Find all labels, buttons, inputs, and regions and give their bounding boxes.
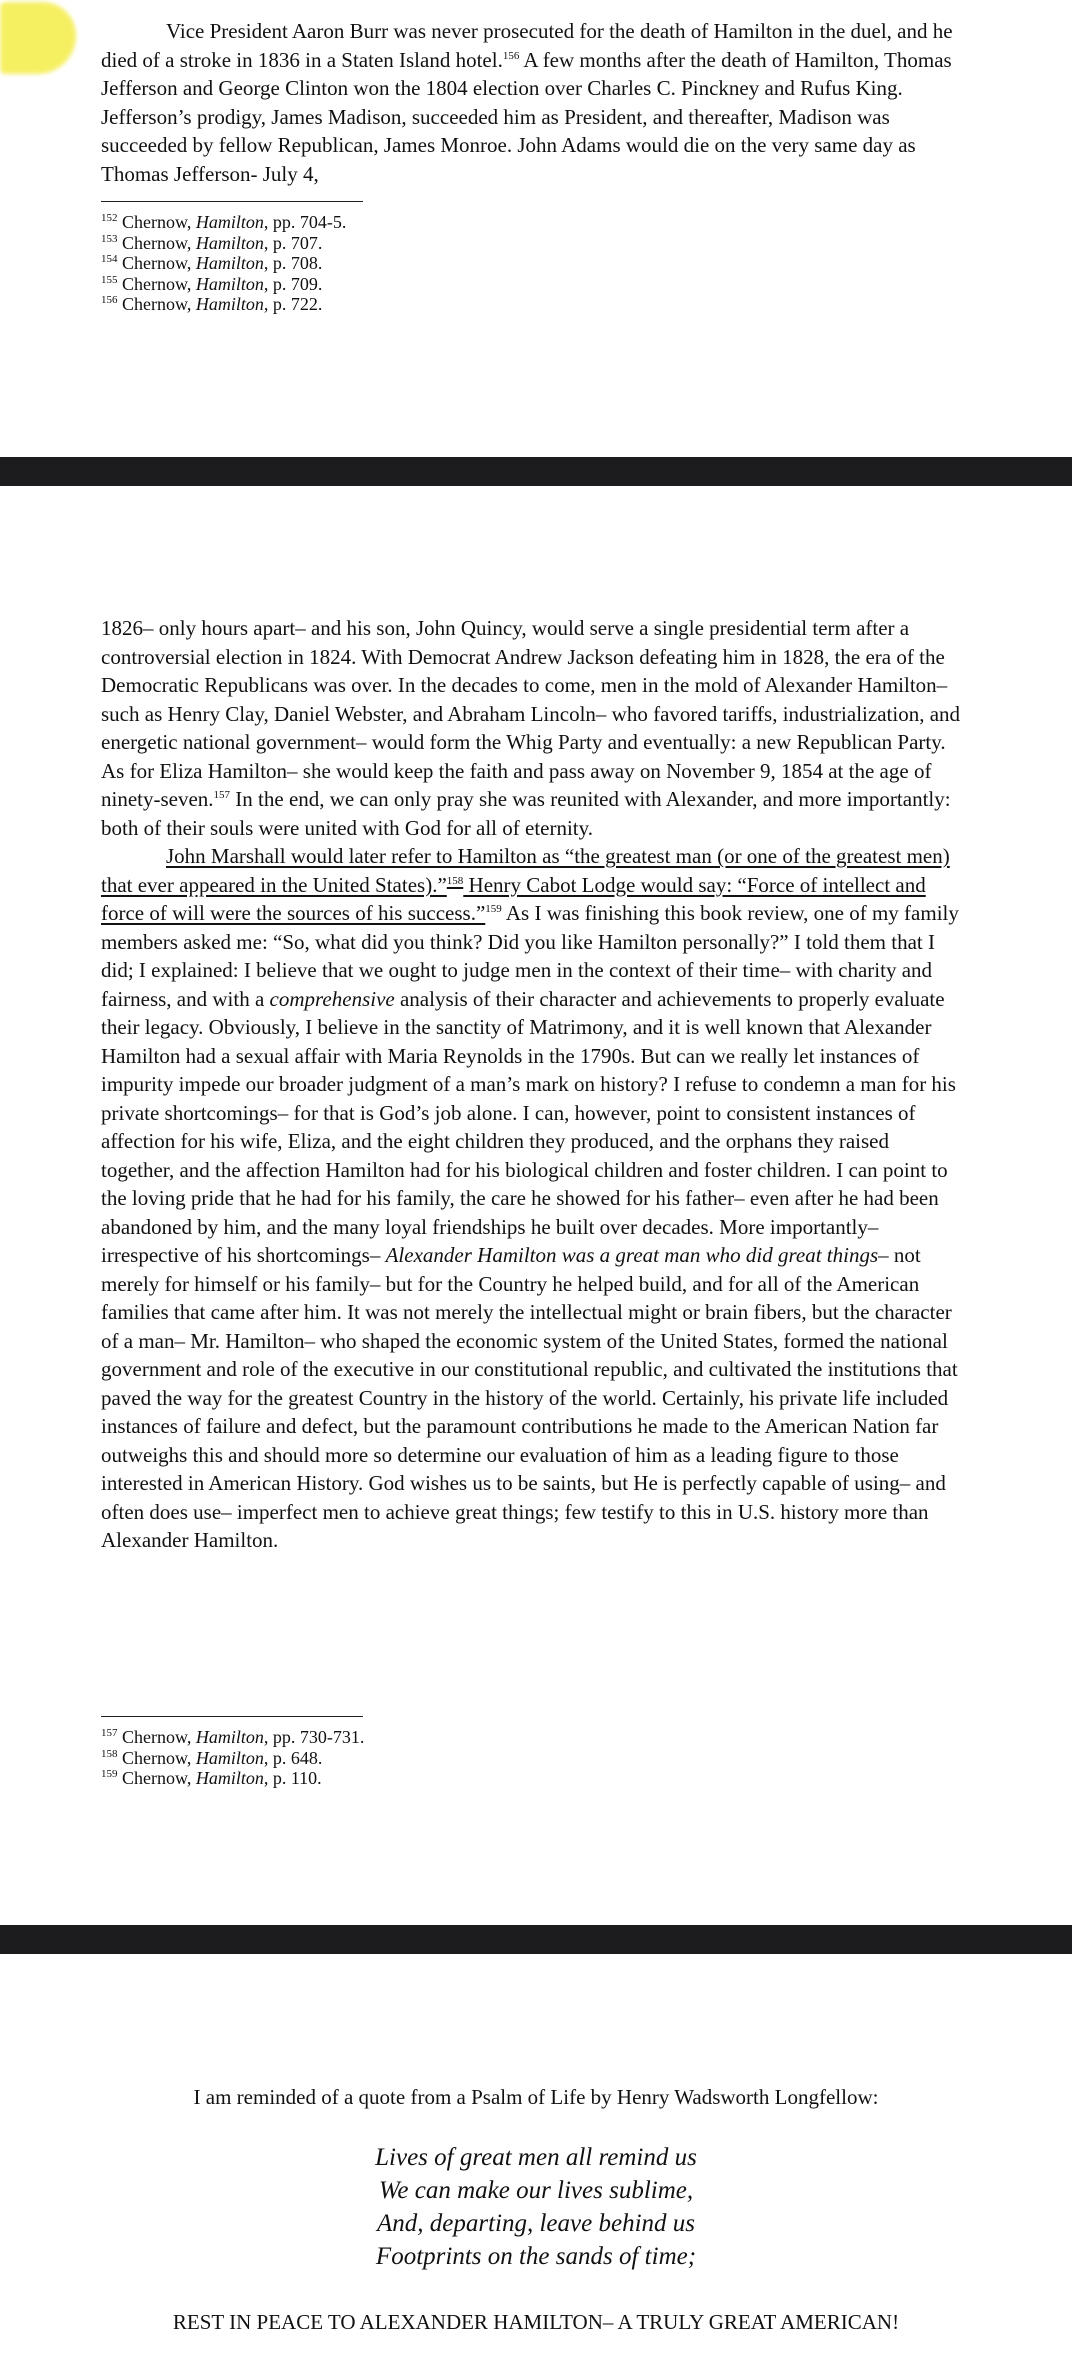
page2-body (101, 614, 961, 1555)
page-break-divider (0, 457, 1072, 486)
footnote-156: $^{156}$ Chernow, Hamilton, p. 722. (101, 294, 323, 314)
page1-paragraph-text: Vice President Aaron Burr was never prosecuted for the death of Hamilton in the duel, and he died of a stroke in 1836 in a Staten Island hotel. (101, 19, 953, 72)
poem-line: Lives of great men all remind us (375, 2144, 697, 2171)
footnote-157: $^{157}$ Chernow, Hamilton, pp. 730-731. (101, 1727, 365, 1747)
marshall-quote: John Marshall would later refer to Hamilton as “the greatest man (or one of the greatest men) that ever appeared in the United States).” (101, 844, 950, 897)
footnote-154: $^{154}$ Chernow, Hamilton, p. 708. (101, 253, 323, 273)
highlighter-mark (0, 2, 76, 74)
closing-line: REST IN PEACE TO ALEXANDER HAMILTON– A TRULY GREAT AMERICAN! (172, 2310, 900, 2334)
footnote-152: $^{152}$ Chernow, Hamilton, pp. 704-5. (101, 212, 347, 232)
footnote-ref-159[interactable]: 159 (485, 903, 502, 915)
page1-paragraph (101, 17, 961, 188)
footnote-155: $^{155}$ Chernow, Hamilton, p. 709. (101, 273, 323, 294)
page1-footnotes (101, 212, 701, 315)
page2-paragraph-1: 1826– only hours apart– and his son, John Quincy, would serve a single presidential term after a controversial election in 1824. With Democrat Andrew Jackson defeating him in 1828, the era of the Democratic Republicans was over. In the decades to come, men in the mold of Alexander Hamilton– such as Henry Clay, Daniel Webster, and Abraham Lincoln– who favored tariffs, industrialization, and energetic national government– would form the Whig Party and eventually: a new Republican Party. As for Eliza Hamilton– she would keep the faith and pass away on November 9, 1854 at the age of ninety-seven.$^{157}$ In the end, we can only pray she was reunited with Alexander, and more importantly: both of their souls were united with God for all of eternity. (101, 616, 961, 840)
lodge-quote: Henry Cabot Lodge would say: “Force of intellect and force of will were the sources of his success.” (101, 872, 926, 925)
page2-paragraph-2: John Marshall would later refer to Hamilton as “the greatest man (or one of the greatest men) that ever appeared in the United States).”$^{158}$ Henry Cabot Lodge would say: “Force of intellect and force of will were the sources of his success.”$^{159}$ As I was finishing this book review, one of my family members asked me: “So, what did you think? Did you like Hamilton personally?” I told them that I did; I explained: I believe that we ought to judge men in the context of their time– with charity and fairness, and with a comprehensive analysis of their character and achievements to properly evaluate their legacy. Obviously, I believe in the sanctity of Matrimony, and it is well known that Alexander Hamilton had a sexual affair with Maria Reynolds in the 1790s. But can we really let instances of impurity impede our broader judgment of a man’s mark on history? I refuse to condemn a man for his private shortcomings– for that is God’s job alone. I can, however, point to consistent instances of affection for his wife, Eliza, and the eight children they produced, and the orphans they raised together, and the affection Hamilton had for his biological children and foster children. I can point to the loving pride that he had for his family, the care he showed for his father– even after he had been abandoned by him, and the many loyal friendships he built over decades. More importantly– irrespective of his shortcomings– Alexander Hamilton was a great man who did great things– not merely for himself or his family– but for the Country he helped build, and for all of the American families that came after him. It was not merely the intellectual might or brain fibers, but the character of a man– Mr. Hamilton– who shaped the economic system of the United States, formed the national government and role of the executive in our constitutional republic, and cultivated the institutions that paved the way for the greatest Country in the history of the world. Certainly, his private life included instances of failure and defect, but the paramount contributions he made to the American Nation far outweighs this and should more so determine our evaluation of him as a leading figure to those interested in American History. God wishes us to be saints, but He is perfectly capable of using– and often does use– imperfect men to achieve great things; few testify to this in U.S. history more than Alexander Hamilton. (101, 844, 959, 1552)
footnote-159: $^{159}$ Chernow, Hamilton, p. 110. (101, 1768, 322, 1788)
footnote-ref-156[interactable]: 156 (502, 49, 520, 62)
footnote-separator (101, 201, 363, 202)
page2-footnotes (101, 1727, 701, 1789)
psalm-of-life-poem (0, 2141, 1072, 2273)
footnote-158: $^{158}$ Chernow, Hamilton, p. 648. (101, 1747, 323, 1768)
page-break-divider (0, 1925, 1072, 1954)
footnote-separator (101, 1716, 363, 1717)
footnote-ref-158[interactable]: 158 (446, 874, 464, 887)
longfellow-intro: I am reminded of a quote from a Psalm of Life by Henry Wadsworth Longfellow: (193, 2085, 879, 2109)
footnote-ref-157[interactable]: 157 (213, 789, 231, 801)
poem-line: And, departing, leave behind us (377, 2210, 695, 2237)
poem-line: Footprints on the sands of time; (375, 2243, 697, 2270)
poem-line: We can make our lives sublime, (378, 2177, 694, 2204)
page1-paragraph-text-cont: A few months after the death of Hamilton, Thomas Jefferson and George Clinton won the 1804 election over Charles C. Pinckney and Rufus King. Jefferson’s prodigy, James Madison, succeeded him as President, and thereafter, Madison was succeeded by fellow Republican, James Monroe. John Adams would die on the very same day as Thomas Jefferson- July 4, (101, 47, 952, 186)
footnote-153: $^{153}$ Chernow, Hamilton, p. 707. (101, 232, 323, 253)
